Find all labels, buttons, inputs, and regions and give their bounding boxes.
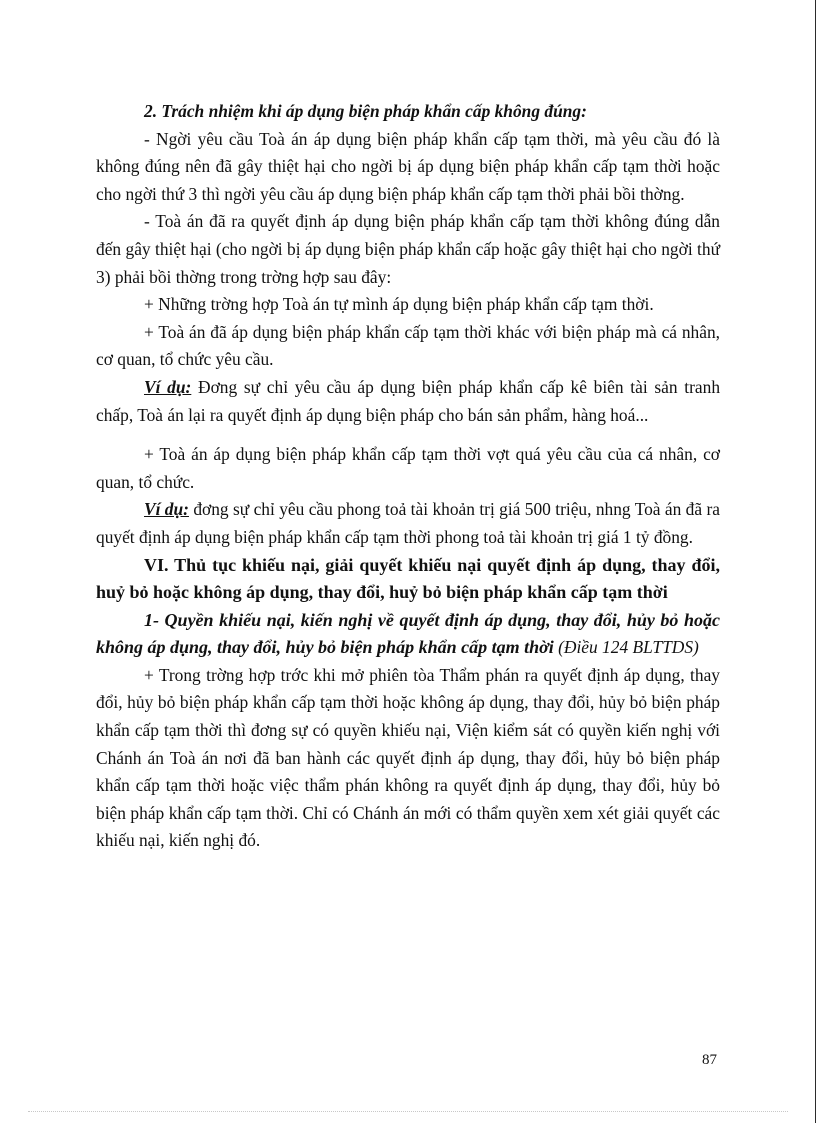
subsection-1-citation: (Điều 124 BLTTDS) [553, 637, 699, 658]
example-label: Ví dụ: [144, 499, 189, 520]
section-6-heading: VI. Thủ tục khiếu nại, giải quyết khiếu nại quyết định áp dụng, thay đổi, huỷ bỏ hoặc không áp dụng, thay đổi, huỷ bỏ biện pháp khẩn cấp tạm thời [96, 554, 720, 603]
subsection-1-heading [96, 607, 720, 662]
paragraph-court-own-initiative: + Những trờng hợp Toà án tự mình áp dụng biện pháp khẩn cấp tạm thời. [144, 294, 654, 315]
document-body [96, 98, 720, 855]
paragraph-requester-liability: - Ngời yêu cầu Toà án áp dụng biện pháp khẩn cấp tạm thời, mà yêu cầu đó là không đúng nên đã gây thiệt hại cho ngời bị áp dụng biện pháp khẩn cấp tạm thời hoặc cho ngời thứ 3 thì ngời yêu cầu áp dụng biện pháp khẩn cấp tạm thời phải bồi thờng. [96, 128, 720, 204]
example-1 [96, 374, 720, 429]
paragraph-complaint-rights: + Trong trờng hợp trớc khi mở phiên tòa Thẩm phán ra quyết định áp dụng, thay đổi, hủy bỏ biện pháp khẩn cấp tạm thời hoặc không áp dụng, thay đổi, hủy bỏ biện pháp khẩn cấp tạm thời thì đơng sự có quyền khiếu nại, Viện kiểm sát có quyền kiến nghị với Chánh án Toà án nơi đã ban hành các quyết định áp dụng, thay đổi, hủy bỏ biện pháp khẩn cấp tạm thời hoặc việc thẩm phán không ra quyết định áp dụng, thay đổi, hủy bỏ biện pháp khẩn cấp tạm thời. Chỉ có Chánh án mới có thẩm quyền xem xét giải quyết các khiếu nại, kiến nghị đó. [96, 664, 720, 851]
example-2-text: đơng sự chỉ yêu cầu phong toả tài khoản trị giá 500 triệu, nhng Toà án đã ra quyết định áp dụng biện pháp khẩn cấp tạm thời phong toả tài khoản trị giá 1 tỷ đồng. [96, 499, 720, 547]
example-label: Ví dụ: [144, 376, 192, 397]
example-1-text: Đơng sự chỉ yêu cầu áp dụng biện pháp khẩn cấp kê biên tài sản tranh chấp, Toà án lại ra quyết định áp dụng biện pháp cho bán sản phẩm, hàng hoá... [96, 376, 721, 425]
bottom-divider [28, 1111, 788, 1112]
paragraph-exceeding-request: + Toà án áp dụng biện pháp khẩn cấp tạm thời vợt quá yêu cầu của cá nhân, cơ quan, tổ chức. [96, 444, 720, 492]
paragraph-different-measure: + Toà án đã áp dụng biện pháp khẩn cấp tạm thời khác với biện pháp mà cá nhân, cơ quan, tổ chức yêu cầu. [96, 321, 720, 370]
paragraph-court-liability: - Toà án đã ra quyết định áp dụng biện pháp khẩn cấp tạm thời không đúng dẫn đến gây thiệt hại (cho ngời bị áp dụng biện pháp khẩn cấp hoặc gây thiệt hại cho ngời thứ 3) phải bồi thờng trong trờng hợp sau đây: [96, 211, 720, 287]
example-2 [96, 496, 720, 551]
subsection-1-title: 1- Quyền khiếu nại, kiến nghị về quyết định áp dụng, thay đổi, hủy bỏ hoặc không áp dụng, thay đổi, hủy bỏ biện pháp khẩn cấp tạm thời [96, 609, 720, 658]
section-2-heading: 2. Trách nhiệm khi áp dụng biện pháp khẩn cấp không đúng: [144, 101, 587, 121]
page-number: 87 [702, 1052, 717, 1068]
